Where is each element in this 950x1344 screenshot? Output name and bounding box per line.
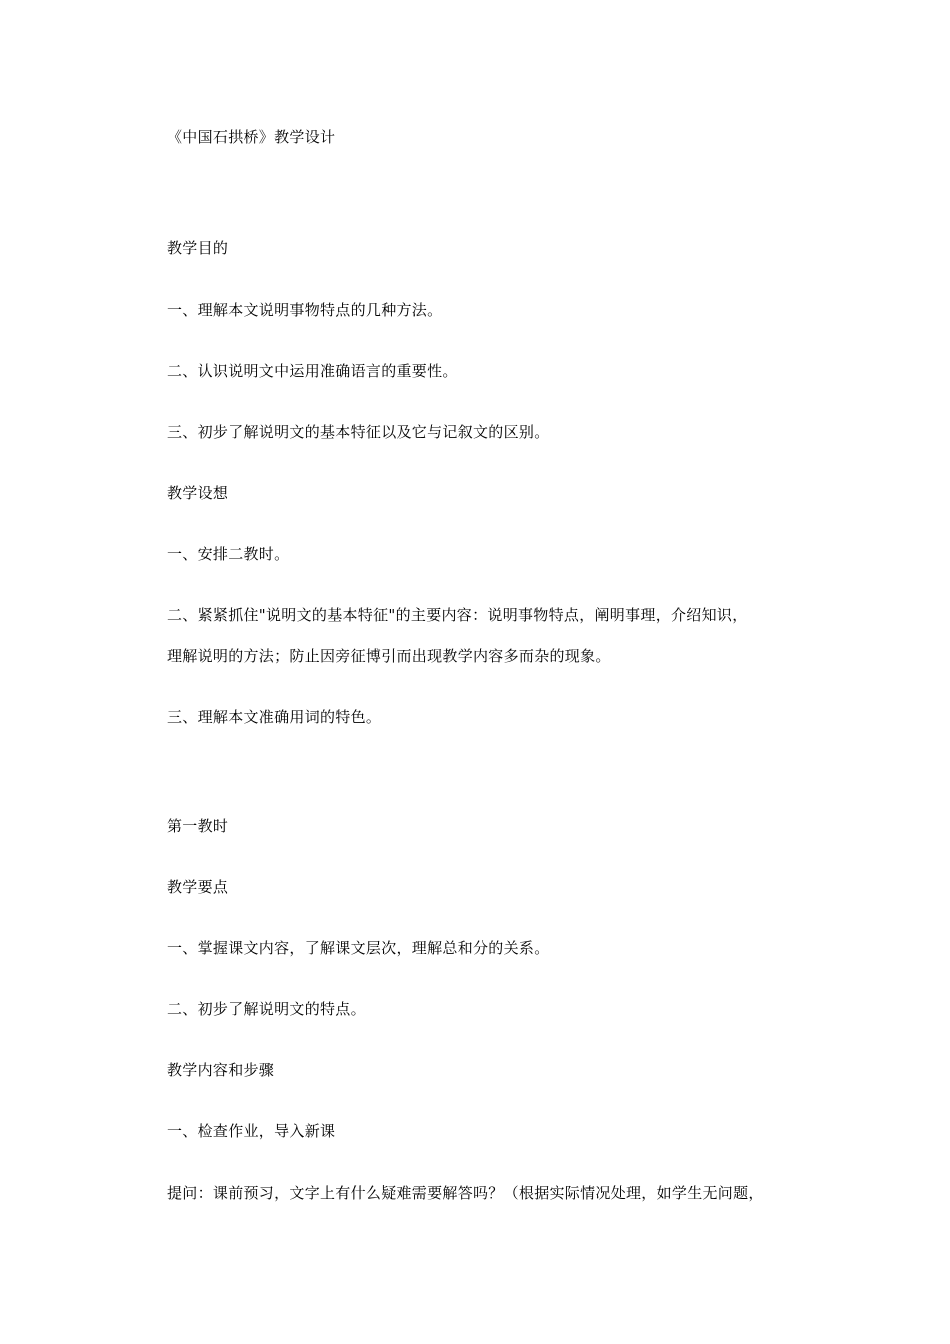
concept-2: 二、紧紧抓住"说明文的基本特征"的主要内容：说明事物特点，阐明事理，介绍知识，	[167, 606, 748, 624]
concept-3: 三、理解本文准确用词的特色。	[167, 708, 382, 726]
objective-3: 三、初步了解说明文的基本特征以及它与记叙文的区别。	[167, 423, 550, 441]
step-1-question: 提问：课前预习，文字上有什么疑难需要解答吗？（根据实际情况处理，如学生无问题，	[167, 1184, 764, 1202]
objectives-heading: 教学目的	[167, 239, 229, 257]
objective-1: 一、理解本文说明事物特点的几种方法。	[167, 301, 443, 319]
steps-heading: 教学内容和步骤	[167, 1061, 275, 1079]
keypoint-2: 二、初步了解说明文的特点。	[167, 1000, 366, 1018]
keypoints-heading: 教学要点	[167, 878, 229, 896]
step-1: 一、检查作业，导入新课	[167, 1122, 336, 1140]
concept-heading: 教学设想	[167, 484, 229, 502]
document-title: 《中国石拱桥》教学设计	[167, 128, 336, 146]
concept-1: 一、安排二教时。	[167, 545, 290, 563]
keypoint-1: 一、掌握课文内容，了解课文层次，理解总和分的关系。	[167, 939, 550, 957]
lesson1-heading: 第一教时	[167, 817, 229, 835]
objective-2: 二、认识说明文中运用准确语言的重要性。	[167, 362, 458, 380]
concept-2-cont: 理解说明的方法；防止因旁征博引而出现教学内容多而杂的现象。	[167, 647, 611, 665]
